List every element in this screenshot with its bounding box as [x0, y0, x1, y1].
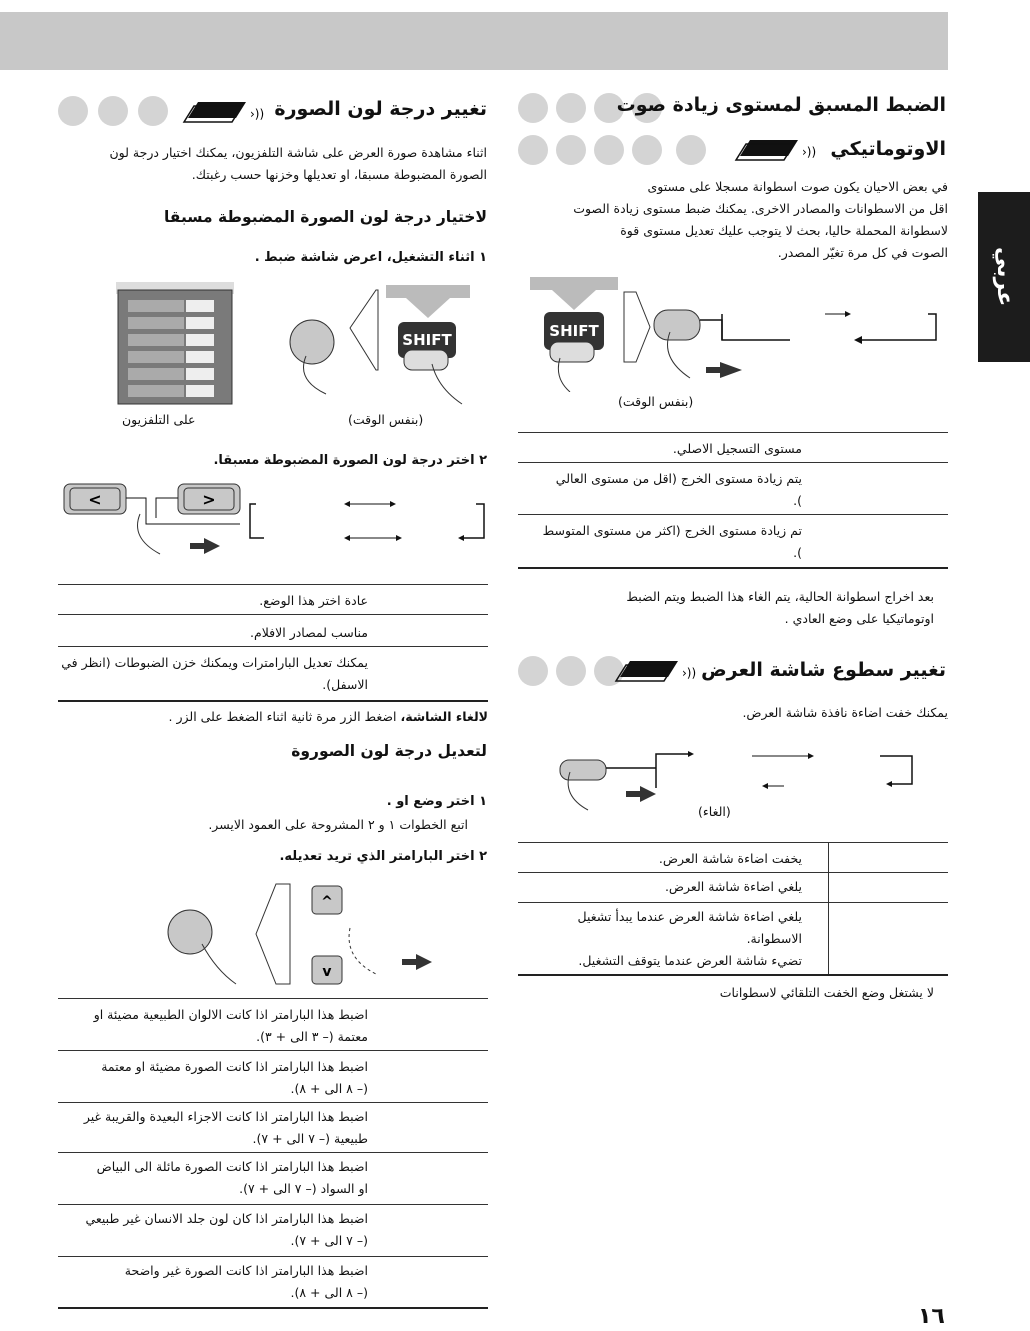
table-rule	[58, 1152, 488, 1153]
dot	[138, 96, 168, 126]
dot	[556, 656, 586, 686]
svg-text:›)): ›))	[802, 145, 817, 159]
section-title-picture-tone: تغيير درجة لون الصورة	[274, 98, 487, 120]
shift-button-illustration	[520, 272, 950, 392]
language-tab	[978, 192, 1030, 362]
picture-tone-illustration	[110, 280, 490, 410]
svg-text:›)): ›))	[682, 666, 697, 680]
svg-text:›)): ›))	[250, 107, 265, 121]
table-rule	[58, 700, 488, 702]
adjust-step-2: ٢ اختر البارامتر الذي تريد تعديله.	[279, 849, 487, 864]
down-button-label: v	[322, 964, 332, 980]
header-band	[0, 12, 948, 70]
table-row: عادة اختر هذا الوضع.	[259, 593, 368, 608]
left-button-label: <	[88, 490, 102, 509]
step-1: ١ اثناء التشغيل، اعرض شاشة ضبط .	[254, 250, 487, 265]
table-rule	[518, 432, 948, 433]
table-rule	[518, 974, 948, 976]
up-button-label: ^	[321, 894, 333, 910]
remote-control-icon	[180, 96, 280, 128]
remote-control-icon	[732, 134, 832, 166]
dot	[676, 135, 706, 165]
table-rule	[58, 1256, 488, 1257]
table-row: يلغي اضاءة شاشة العرض.	[664, 879, 802, 894]
dimmer-button-illustration	[540, 742, 950, 822]
table-rule	[518, 842, 948, 843]
note-line: بعد اخراج اسطوانة الحالية، يتم الغاء هذا الضبط ويتم الضبط	[626, 589, 934, 604]
intro-line: اثناء مشاهدة صورة العرض على شاشة التلفزيون، يمكنك اختيار درجة لون	[109, 145, 487, 160]
table-row: يمكنك تعديل البارامترات ويمكنك خزن الضبوطات (انظر في الاسفل).	[61, 655, 368, 692]
remote-control-icon	[612, 655, 712, 687]
table-row: مناسب لمصادر الافلام.	[249, 625, 368, 640]
adjust-step-1: ١ اختر وضع او .	[386, 794, 487, 809]
table-rule	[518, 462, 948, 463]
table-row: يلغي اضاءة شاشة العرض عندما يبدأ تشغيل الاسطوانة. تضيء شاشة العرض عندما يتوقف التشغيل.	[577, 909, 802, 968]
intro-line: لاسطوانة المحملة حاليا، بحث لا يتوجب عليك تعديل مستوى قوة	[620, 223, 948, 238]
cancel-caption: (الغاء)	[698, 804, 731, 819]
table-rule	[518, 514, 948, 515]
dot	[518, 656, 548, 686]
parameter-buttons-illustration	[160, 876, 440, 992]
table-row: اضبط هذا البارامتر اذا كان لون جلد الانسان غير طبيعي (– ٧ الى + ٧).	[85, 1211, 368, 1248]
dot	[556, 93, 586, 123]
table-rule	[58, 646, 488, 647]
note-line: اوتوماتيكيا على وضع العادي .	[784, 611, 934, 626]
table-rule	[58, 614, 488, 615]
section-title-auto-level-2: الاوتوماتيكي	[830, 138, 946, 160]
table-rule	[58, 998, 488, 999]
table-row: اضبط هذا البارامتر اذا كانت الصورة مضيئة او معتمة (– ٨ الى + ٨).	[101, 1059, 368, 1096]
same-time-caption: (بنفس الوقت)	[348, 412, 424, 427]
intro-line: اقل من الاسطوانات والمصادر الاخرى. يمكنك ضبط مستوى زيادة الصوت	[573, 201, 948, 216]
subtitle-adjust: لتعديل درجة لون الصوروة	[291, 742, 487, 760]
table-rule	[518, 902, 948, 903]
dimmer-note: لا يشتغل وضع الخفت التلقائي لاسطوانات	[719, 985, 934, 1000]
dot	[632, 135, 662, 165]
table-row: اضبط هذا البارامتر اذا كانت الصورة مائلة الى البياض او السواد (– ٧ الى + ٧).	[96, 1159, 368, 1196]
intro-line: في بعض الاحيان يكون صوت اسطوانة مسجلا على مستوى	[647, 179, 948, 194]
cursor-buttons-illustration	[60, 478, 490, 562]
dot	[518, 135, 548, 165]
table-divider	[828, 842, 829, 974]
intro-line: الصوت في كل مرة تغيّر المصدر.	[777, 245, 948, 260]
table-rule	[518, 567, 948, 569]
cancel-display-note: لالغاء الشاشة، اضغط الزر مرة ثانية اثناء الضغط على الزر .	[168, 709, 488, 724]
section-title-dimmer: تغيير سطوع شاشة العرض	[701, 659, 946, 681]
shift-label: SHIFT	[402, 331, 452, 349]
dimmer-intro: يمكنك خفت اضاءة نافذة شاشة العرض.	[742, 705, 948, 720]
section-title-auto-level: الضبط المسبق لمستوى زيادة صوت	[616, 94, 946, 116]
subtitle-select-preset: لاختيار درجة لون الصورة المضبوطة مسبقا	[163, 208, 487, 226]
table-row: اضبط هذا البارامتر اذا كانت الالوان الطبيعية مضيئة او معتمة (– ٣ الى + ٣).	[93, 1007, 368, 1044]
table-row: اضبط هذا البارامتر اذا كانت الاجزاء البعيدة والقريبة غير طبيعية (– ٧ الى + ٧).	[83, 1109, 368, 1146]
page-number: ١٦	[918, 1304, 945, 1329]
table-rule	[518, 872, 948, 873]
table-rule	[58, 1204, 488, 1205]
table-rule	[58, 1102, 488, 1103]
step-2: ٢ اختر درجة لون الصورة المضبوطة مسبقا.	[213, 453, 487, 468]
dot	[556, 135, 586, 165]
dot	[58, 96, 88, 126]
tv-caption: على التلفزيون	[122, 412, 196, 427]
table-rule	[58, 1307, 488, 1309]
adjust-step-1-note: اتبع الخطوات ١ و ٢ المشروحة على العمود الايسر.	[208, 817, 468, 832]
table-row: تم زيادة مستوى الخرج (اكثر من مستوى المتوسط ).	[542, 523, 802, 560]
right-button-label: >	[202, 490, 216, 509]
language-tab-label: عربي	[992, 247, 1017, 307]
table-row: اضبط هذا البارامتر اذا كانت الصورة غير واضحة (– ٨ الى + ٨).	[124, 1263, 368, 1300]
same-time-caption: (بنفس الوقت)	[618, 394, 694, 409]
table-rule	[58, 1050, 488, 1051]
table-row: مستوى التسجيل الاصلي.	[672, 441, 802, 456]
dot	[98, 96, 128, 126]
shift-label: SHIFT	[549, 322, 599, 340]
intro-line: الصورة المضبوطة مسبقا، او تعديلها وخزنها حسب رغبتك.	[191, 167, 487, 182]
table-row: يتم زيادة مستوى الخرج (اقل من مستوى العالي ).	[555, 471, 802, 508]
table-rule	[58, 584, 488, 585]
dot	[594, 135, 624, 165]
dot	[518, 93, 548, 123]
table-row: يخفت اضاءة شاشة العرض.	[658, 851, 802, 866]
